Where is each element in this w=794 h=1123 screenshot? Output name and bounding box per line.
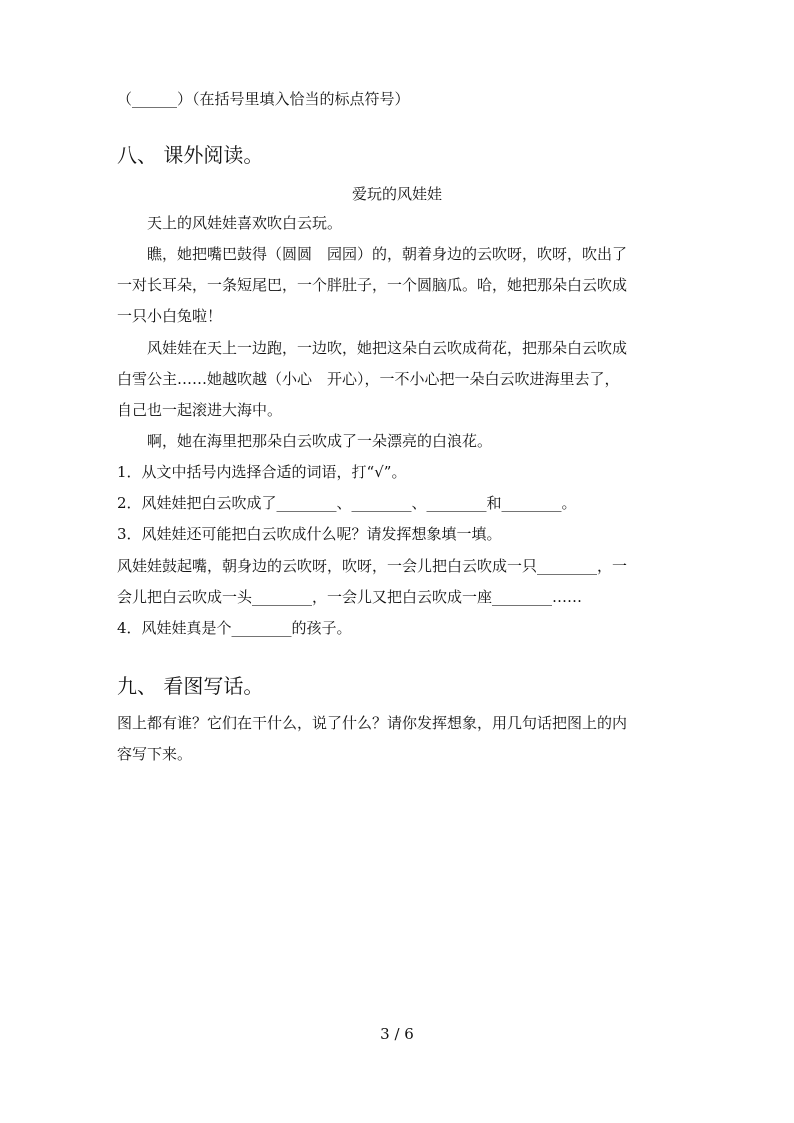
page-number: 3 / 6	[380, 1025, 414, 1043]
section9-heading: 九、 看图写话。	[117, 674, 264, 698]
story-paragraph-line: 瞧，她把嘴巴鼓得（圆圆 园园）的，朝着身边的云吹呀，吹呀，吹出了	[117, 245, 628, 263]
question-3-prompt-line: 风娃娃鼓起嘴，朝身边的云吹呀，吹呀，一会儿把白云吹成一只________，一	[117, 557, 628, 575]
question-4: 4．风娃娃真是个________的孩子。	[117, 619, 352, 637]
question-3-prompt-line: 会儿把白云吹成一头________，一会儿又把白云吹成一座________……	[117, 588, 583, 606]
story-paragraph-line: 自己也一起滚进大海中。	[117, 401, 283, 419]
story-paragraph-line: 白雪公主……她越吹越（小心 开心），一不小心把一朵白云吹进海里去了，	[117, 370, 620, 388]
story-title: 爱玩的风娃娃	[351, 185, 442, 203]
section7-tail-line: （______）（在括号里填入恰当的标点符号）	[117, 90, 410, 108]
story-paragraph-line: 一对长耳朵，一条短尾巴，一个胖肚子，一个圆脑瓜。哈，她把那朵白云吹成	[117, 276, 628, 294]
story-paragraph-line: 天上的风娃娃喜欢吹白云玩。	[117, 214, 343, 232]
story-paragraph-line: 啊，她在海里把那朵白云吹成了一朵漂亮的白浪花。	[117, 432, 493, 450]
section9-instruction-line: 图上都有谁？它们在干什么，说了什么？请你发挥想象，用几句话把图上的内	[117, 714, 628, 732]
story-paragraph-line: 风娃娃在天上一边跑，一边吹，她把这朵白云吹成荷花，把那朵白云吹成	[117, 339, 628, 357]
question-3: 3．风娃娃还可能把白云吹成什么呢？请发挥想象填一填。	[117, 525, 502, 543]
question-1: 1．从文中括号内选择合适的词语，打“√”。	[117, 463, 407, 481]
story-paragraph-line: 一只小白兔啦！	[117, 307, 223, 325]
question-2: 2．风娃娃把白云吹成了________、________、________和________。	[117, 494, 577, 512]
section9-instruction-line: 容写下来。	[117, 745, 193, 763]
section8-heading: 八、 课外阅读。	[117, 143, 264, 167]
